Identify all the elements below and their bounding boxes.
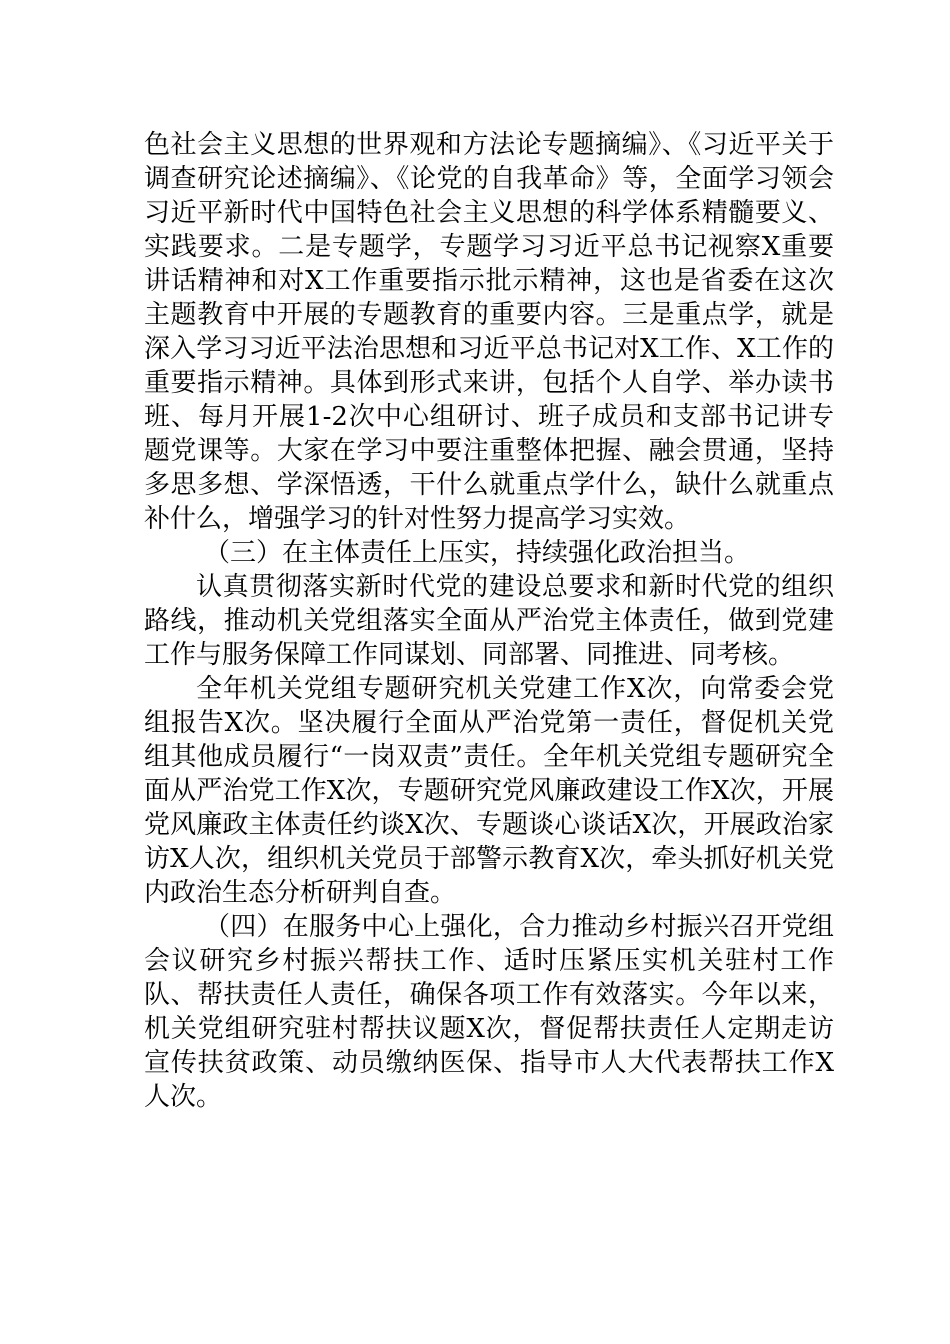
section-heading-four: （四）在服务中心上强化，合力推动乡村振兴召开党组会议研究乡村振兴帮扶工作、适时压紧压实机关驻村工作队、帮扶责任人责任，确保各项工作有效落实。今年以来，机关党组研究驻村帮扶议题X次，督促帮扶责任人定期走访宣传扶贫政策、动员缴纳医保、指导市人大代表帮扶工作X人次。 — [144, 912, 834, 1112]
paragraph-study-content: 色社会主义思想的世界观和方法论专题摘编》、《习近平关于调查研究论述摘编》、《论党的自我革命》等，全面学习领会习近平新时代中国特色社会主义思想的科学体系精髓要义、实践要求。二是专题学，专题学习习近平总书记视察X重要讲话精神和对X工作重要指示批示精神，这也是省委在这次主题教育中开展的专题教育的重要内容。三是重点学，就是深入学习习近平法治思想和习近平总书记对X工作、X工作的重要指示精神。具体到形式来讲，包括个人自学、举办读书班、每月开展1-2次中心组研讨、班子成员和支部书记讲专题党课等。大家在学习中要注重整体把握、融会贯通，坚持多思多想、学深悟透，干什么就重点学什么，缺什么就重点补什么，增强学习的针对性努力提高学习实效。 — [144, 130, 834, 534]
paragraph-party-building: 认真贯彻落实新时代党的建设总要求和新时代党的组织路线，推动机关党组落实全面从严治党主体责任，做到党建工作与服务保障工作同谋划、同部署、同推进、同考核。 — [144, 572, 834, 670]
document-body — [144, 128, 834, 1114]
section-heading-three: （三）在主体责任上压实，持续强化政治担当。 — [204, 538, 751, 568]
paragraph-annual-research: 全年机关党组专题研究机关党建工作X次，向常委会党组报告X次。坚决履行全面从严治党第一责任，督促机关党组其他成员履行“一岗双责”责任。全年机关党组专题研究全面从严治党工作X次，专题研究党风廉政建设工作X次，开展党风廉政主体责任约谈X次、专题谈心谈话X次，开展政治家访X人次，组织机关党员于部警示教育X次，牵头抓好机关党内政治生态分析研判自查。 — [144, 674, 834, 908]
